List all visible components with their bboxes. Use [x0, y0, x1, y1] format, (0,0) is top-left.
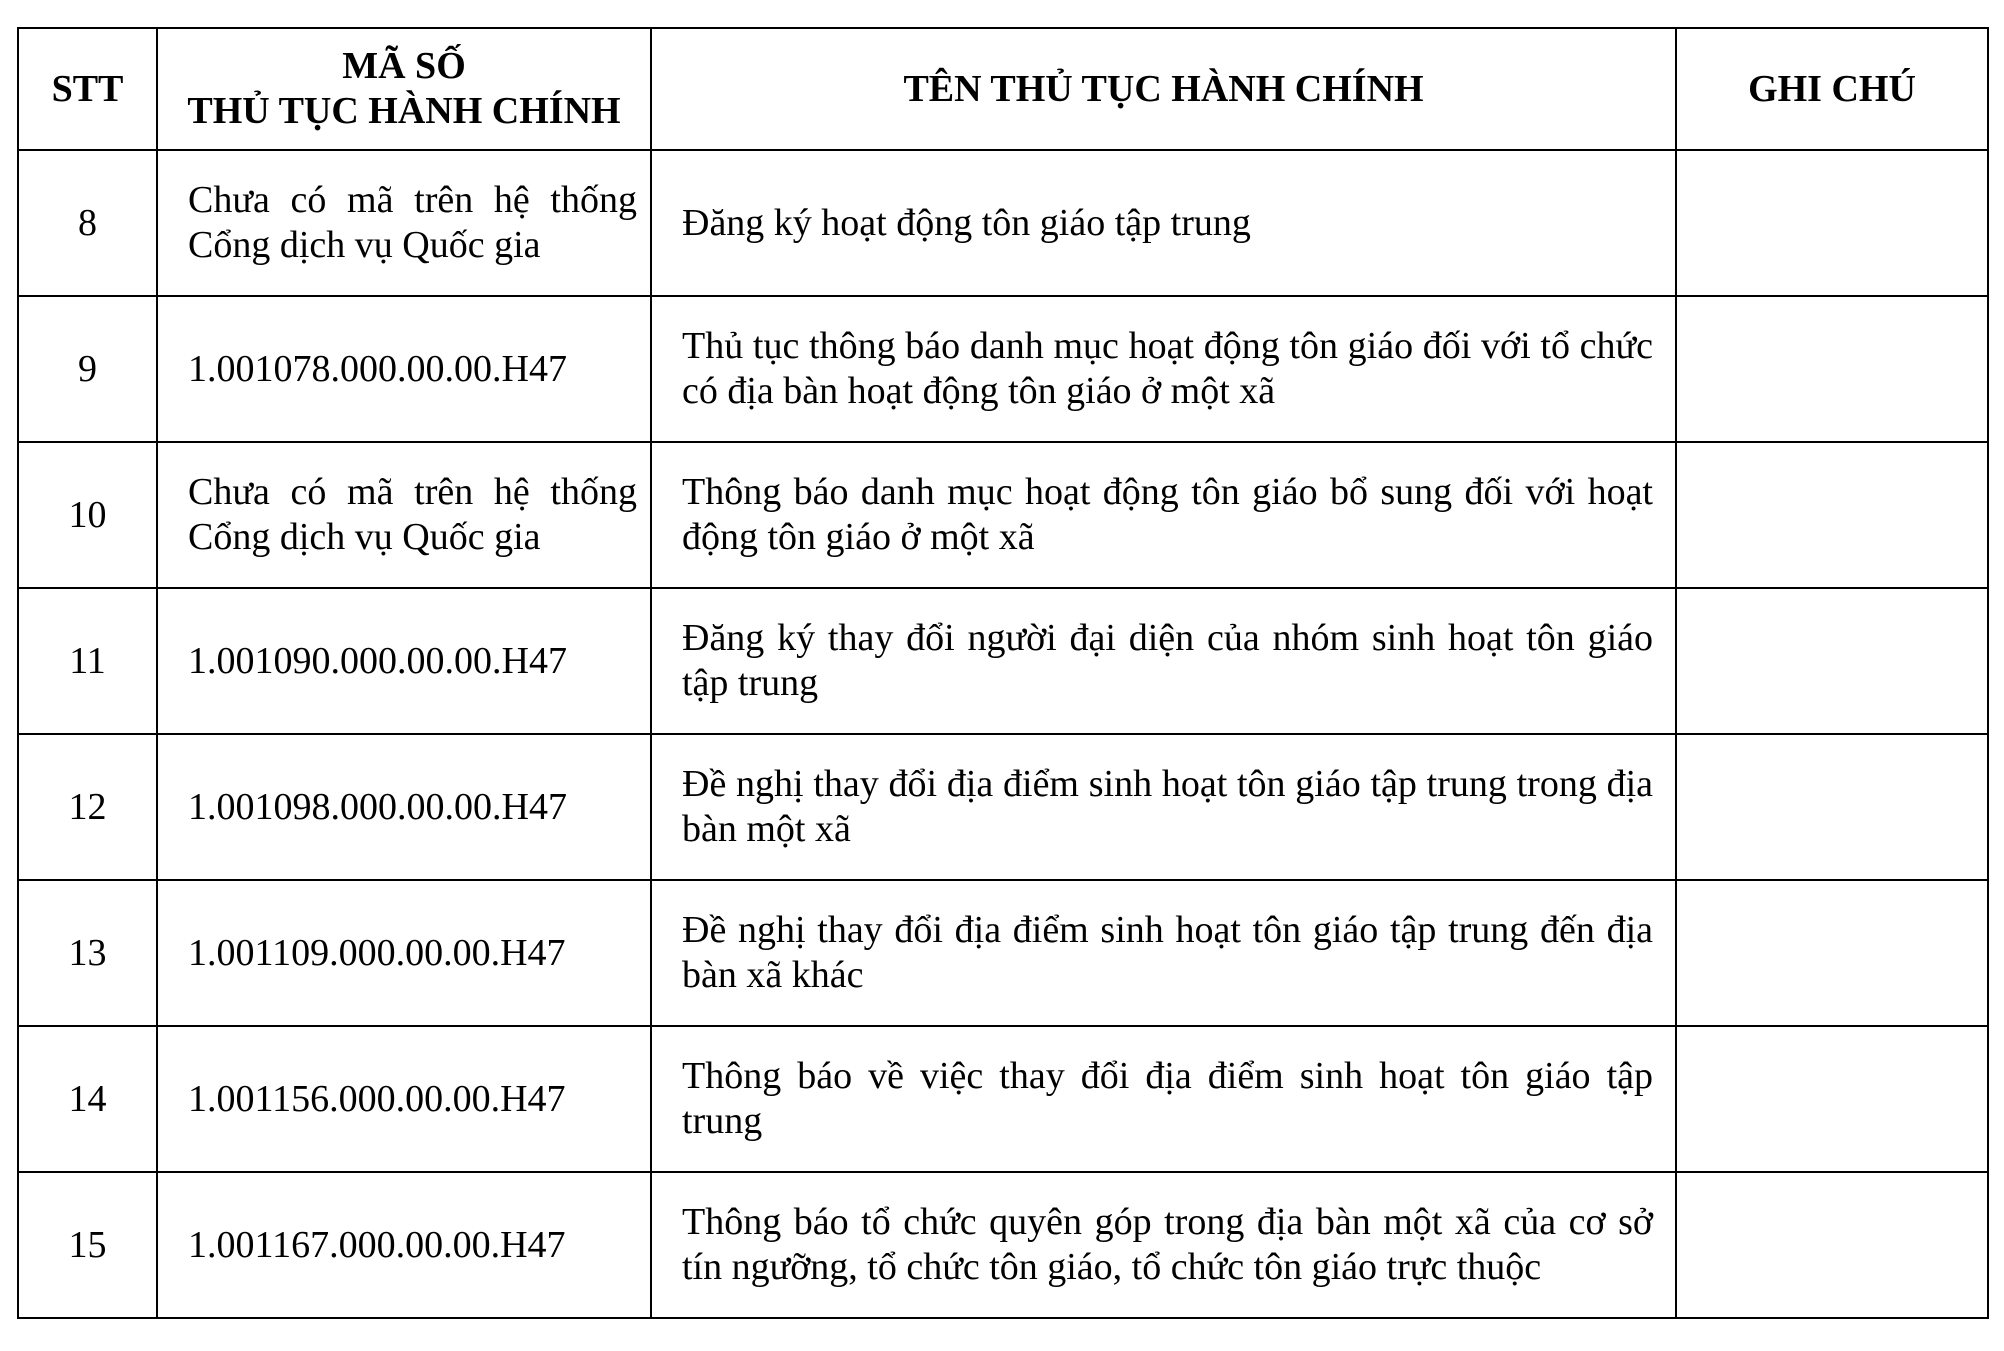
header-procedure-name: TÊN THỦ TỤC HÀNH CHÍNH — [651, 28, 1676, 150]
row-note — [1676, 734, 1988, 880]
table-row — [18, 880, 1988, 1026]
header-stt: STT — [18, 28, 157, 150]
table-row — [18, 1172, 1988, 1318]
table-row — [18, 734, 1988, 880]
table-row — [18, 442, 1988, 588]
procedures-table — [17, 27, 1989, 1319]
row-procedure-name: Thông báo tổ chức quyên góp trong địa bàn một xã của cơ sở tín ngưỡng, tổ chức tôn giáo, tổ chức tôn giáo trực thuộc — [651, 1172, 1676, 1318]
row-note — [1676, 442, 1988, 588]
table-row — [18, 296, 1988, 442]
row-stt: 8 — [18, 150, 157, 296]
row-procedure-name: Đăng ký thay đổi người đại diện của nhóm sinh hoạt tôn giáo tập trung — [651, 588, 1676, 734]
header-procedure-code — [157, 28, 651, 150]
table-row — [18, 1026, 1988, 1172]
table-row — [18, 150, 1988, 296]
header-code-line1: MÃ SỐ — [342, 45, 466, 87]
row-stt: 13 — [18, 880, 157, 1026]
row-note — [1676, 1026, 1988, 1172]
row-stt: 9 — [18, 296, 157, 442]
row-procedure-name: Đề nghị thay đổi địa điểm sinh hoạt tôn giáo tập trung trong địa bàn một xã — [651, 734, 1676, 880]
row-procedure-code: 1.001109.000.00.00.H47 — [157, 880, 651, 1026]
row-procedure-name: Thông báo danh mục hoạt động tôn giáo bổ sung đối với hoạt động tôn giáo ở một xã — [651, 442, 1676, 588]
row-stt: 10 — [18, 442, 157, 588]
row-stt: 15 — [18, 1172, 157, 1318]
row-note — [1676, 150, 1988, 296]
row-procedure-code: Chưa có mã trên hệ thống Cổng dịch vụ Quốc gia — [157, 442, 651, 588]
row-procedure-code: 1.001098.000.00.00.H47 — [157, 734, 651, 880]
row-procedure-name: Đề nghị thay đổi địa điểm sinh hoạt tôn giáo tập trung đến địa bàn xã khác — [651, 880, 1676, 1026]
row-procedure-name: Thông báo về việc thay đổi địa điểm sinh hoạt tôn giáo tập trung — [651, 1026, 1676, 1172]
row-stt: 12 — [18, 734, 157, 880]
row-procedure-code: 1.001078.000.00.00.H47 — [157, 296, 651, 442]
table-header-row — [18, 28, 1988, 150]
row-procedure-code: 1.001167.000.00.00.H47 — [157, 1172, 651, 1318]
row-stt: 11 — [18, 588, 157, 734]
header-code-line2: THỦ TỤC HÀNH CHÍNH — [187, 90, 621, 132]
row-procedure-code: 1.001156.000.00.00.H47 — [157, 1026, 651, 1172]
row-procedure-code: Chưa có mã trên hệ thống Cổng dịch vụ Quốc gia — [157, 150, 651, 296]
row-procedure-name: Đăng ký hoạt động tôn giáo tập trung — [651, 150, 1676, 296]
row-stt: 14 — [18, 1026, 157, 1172]
row-note — [1676, 588, 1988, 734]
row-procedure-code: 1.001090.000.00.00.H47 — [157, 588, 651, 734]
row-procedure-name: Thủ tục thông báo danh mục hoạt động tôn giáo đối với tổ chức có địa bàn hoạt động tôn giáo ở một xã — [651, 296, 1676, 442]
header-note: GHI CHÚ — [1676, 28, 1988, 150]
row-note — [1676, 1172, 1988, 1318]
row-note — [1676, 880, 1988, 1026]
row-note — [1676, 296, 1988, 442]
table-row — [18, 588, 1988, 734]
